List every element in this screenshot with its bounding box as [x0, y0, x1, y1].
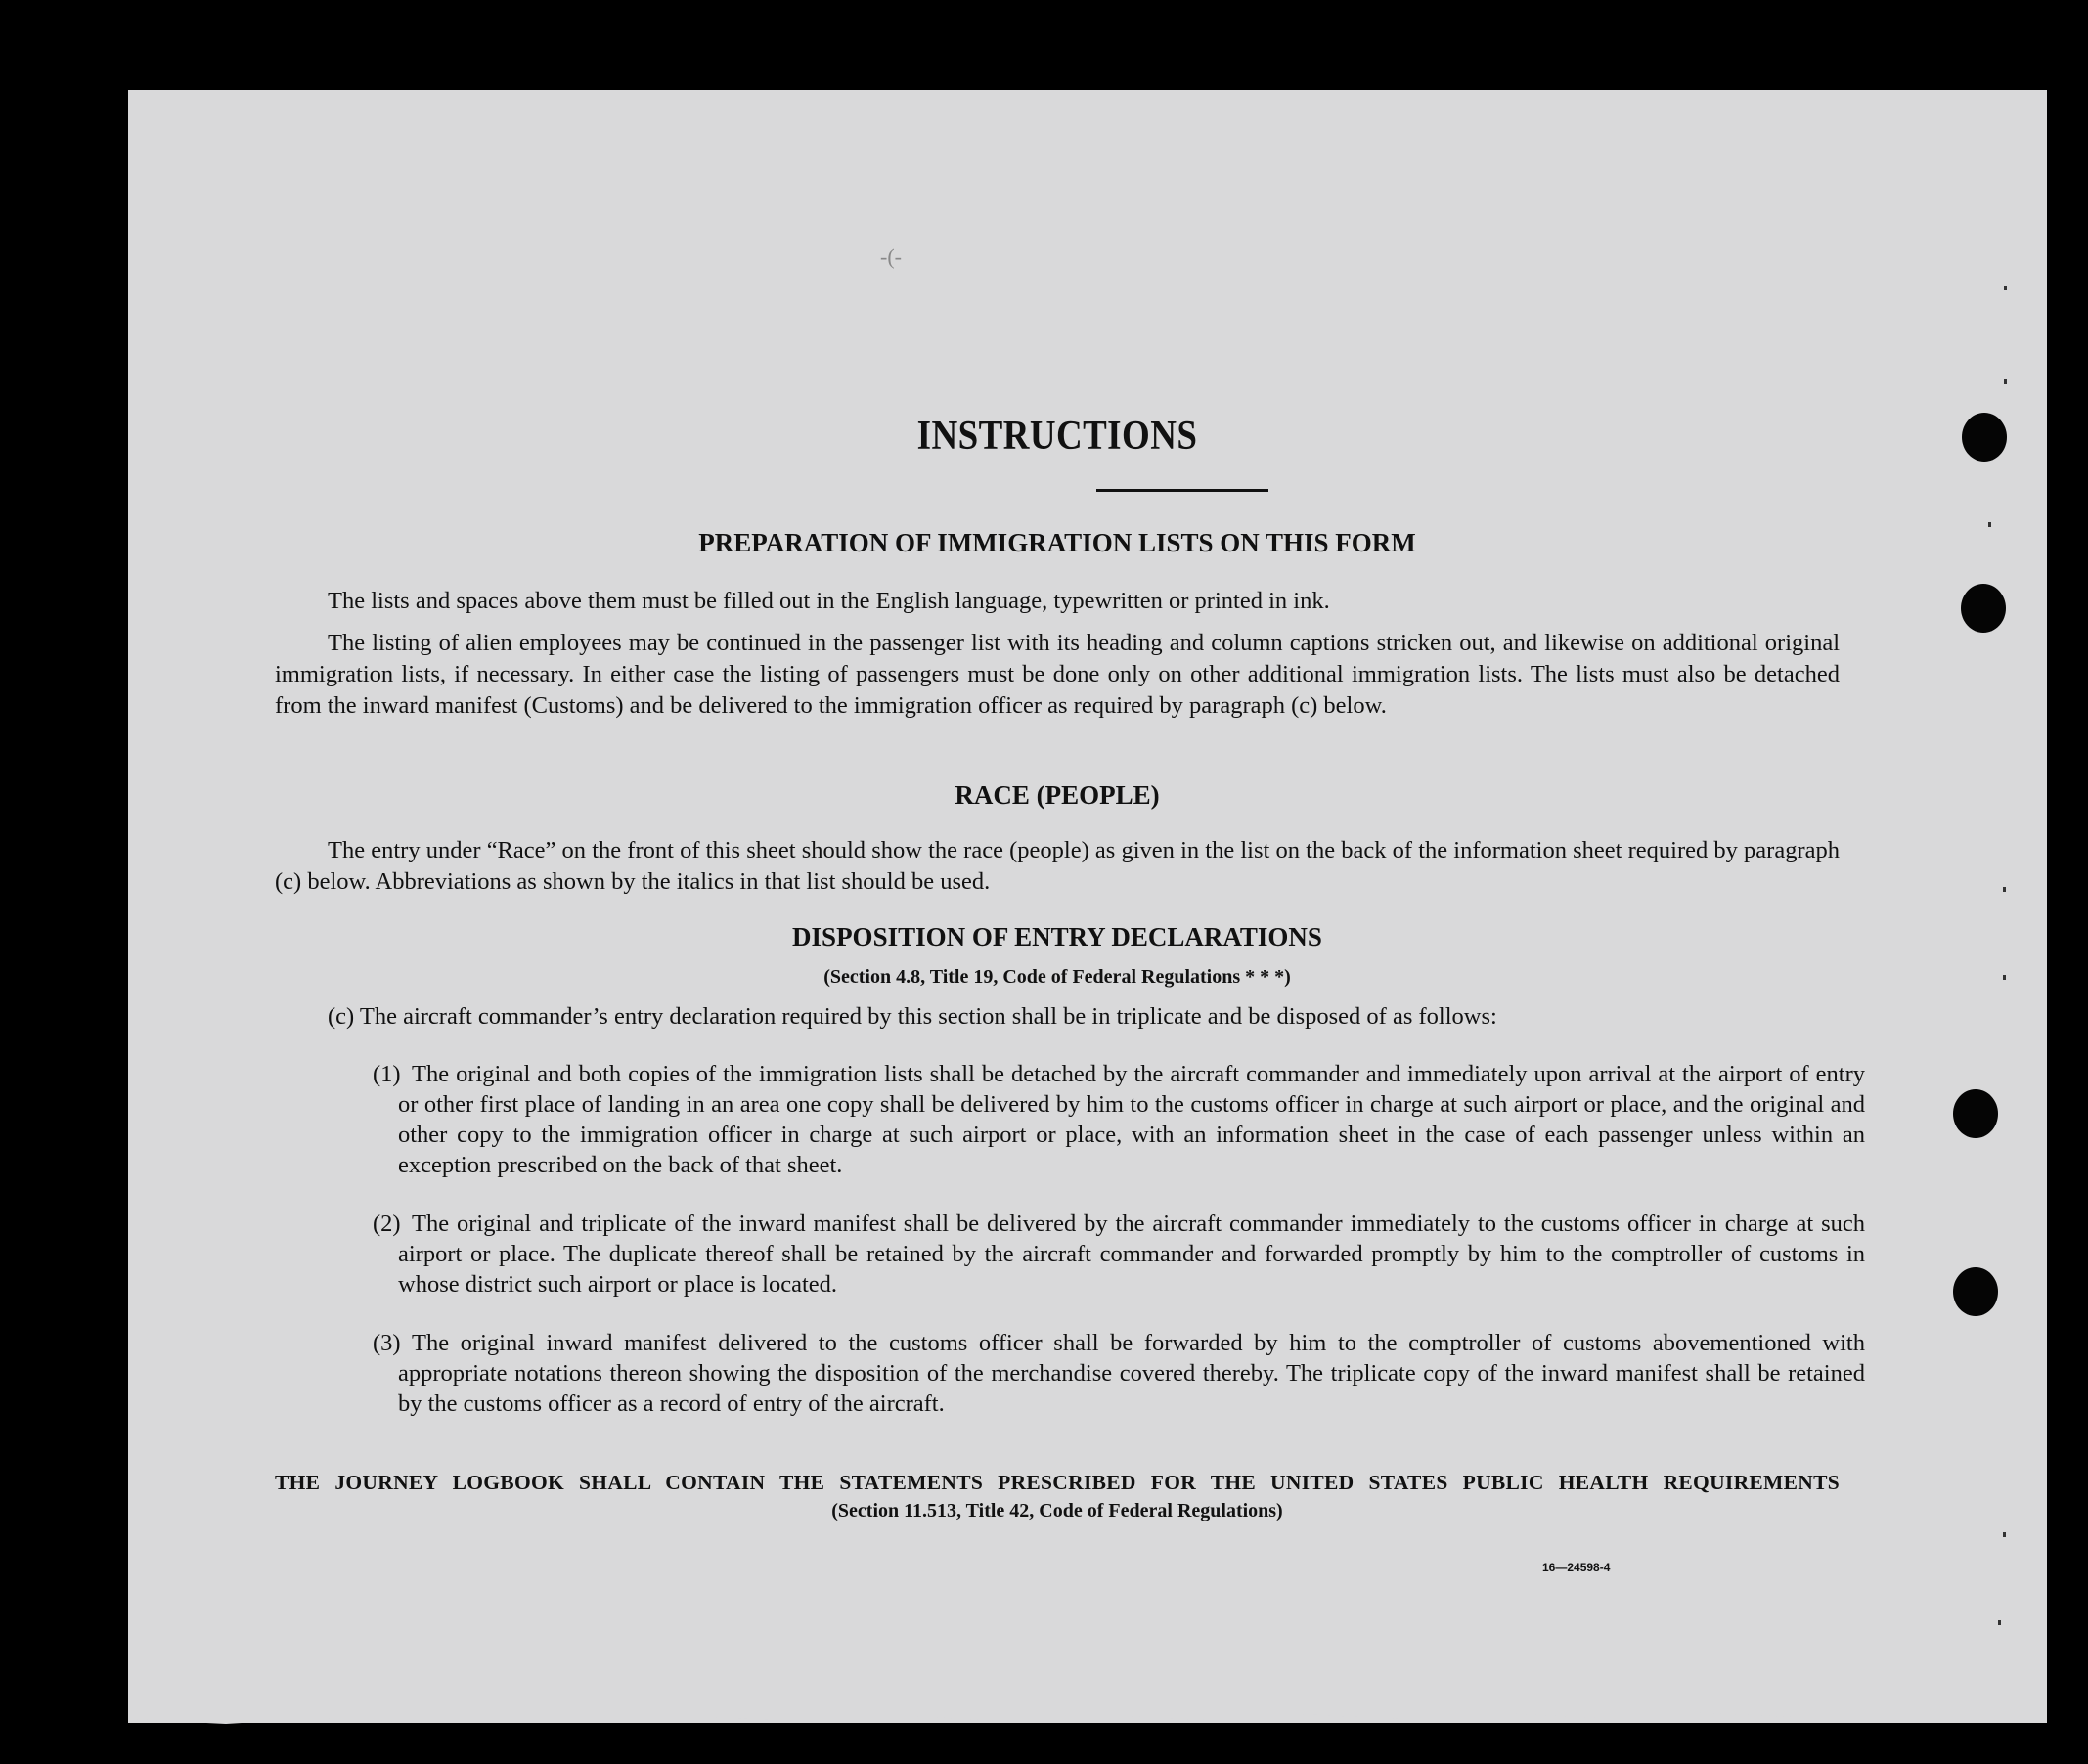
binder-hole	[1953, 1267, 1998, 1316]
preparation-heading: PREPARATION OF IMMIGRATION LISTS ON THIS FORM	[698, 528, 1416, 557]
preparation-para-1: The lists and spaces above them must be filled out in the English language, typewritten or printed in ink.	[328, 588, 1330, 614]
logbook-citation: (Section 11.513, Title 42, Code of Federal Regulations)	[831, 1500, 1283, 1521]
binder-hole	[1962, 413, 2007, 462]
paper-speck	[2004, 286, 2007, 290]
item-text: The original inward manifest delivered to the customs officer shall be forwarded by him to the comptroller of customs abovementioned with appropriate notations thereon showing the disposition of the merchandise covered thereby. The triplicate copy of the inward manifest shall be retained by the customs officer as a record of entry of the aircraft.	[398, 1330, 1865, 1417]
preparation-para-2: The listing of alien employees may be continued in the passenger list with its heading and column captions stricken out, and likewise on additional original immigration lists, if necessary. In either case the listing of passengers must be done only on other additional immigration lists. The lists must also be detached from the inward manifest (Customs) and be delivered to the immigration officer as required by paragraph (c) below.	[275, 630, 1840, 719]
form-number: 16—24598-4	[1542, 1561, 1611, 1574]
item-number: (3)	[373, 1330, 401, 1356]
disposition-citation: (Section 4.8, Title 19, Code of Federal Regulations * * *)	[823, 966, 1291, 988]
disposition-intro: (c) The aircraft commander’s entry declaration required by this section shall be in triplicate and be disposed of as follows:	[328, 1003, 1497, 1030]
disposition-item-3	[373, 1328, 1865, 1419]
item-text: The original and both copies of the immigration lists shall be detached by the aircraft commander and immediately upon arrival at the airport of entry or other first place of landing in an area one copy shall be delivered by him to the customs officer in charge at such airport or place, and the original and other copy to the immigration officer in charge at such airport or place, with an information sheet in the case of each passenger unless within an exception prescribed on the back of that sheet.	[398, 1061, 1865, 1178]
disposition-item-2	[373, 1209, 1865, 1300]
logbook-statement: THE JOURNEY LOGBOOK SHALL CONTAIN THE STATEMENTS PRESCRIBED FOR THE UNITED STATES PUBLIC HEALTH REQUIREMENTS	[275, 1471, 1840, 1494]
binder-hole	[1961, 584, 2006, 633]
paper-speck	[1988, 522, 1991, 527]
paper-speck	[2004, 379, 2007, 384]
title-underline	[1096, 489, 1268, 492]
page-marker: -(-	[880, 244, 902, 269]
paper-speck	[1998, 1620, 2001, 1625]
item-number: (1)	[373, 1061, 401, 1087]
race-para: The entry under “Race” on the front of this sheet should show the race (people) as given in the list on the back of the information sheet required by paragraph (c) below. Abbreviations as shown by the italics in that list should be used.	[275, 837, 1840, 895]
page-title: INSTRUCTIONS	[916, 414, 1198, 459]
page-body	[128, 90, 2047, 1723]
paper-speck	[2003, 975, 2006, 980]
race-heading: RACE (PEOPLE)	[955, 780, 1160, 810]
disposition-item-1	[373, 1059, 1865, 1180]
paper-speck	[2003, 887, 2006, 892]
paper-speck	[2003, 1532, 2006, 1537]
binder-hole	[1953, 1089, 1998, 1138]
disposition-heading: DISPOSITION OF ENTRY DECLARATIONS	[792, 922, 1322, 951]
item-text: The original and triplicate of the inward manifest shall be delivered by the aircraft commander immediately to the customs officer in charge at such airport or place. The duplicate thereof shall be retained by the aircraft commander and forwarded promptly by him to the comptroller of customs in whose district such airport or place is located.	[398, 1211, 1865, 1298]
item-number: (2)	[373, 1211, 401, 1237]
